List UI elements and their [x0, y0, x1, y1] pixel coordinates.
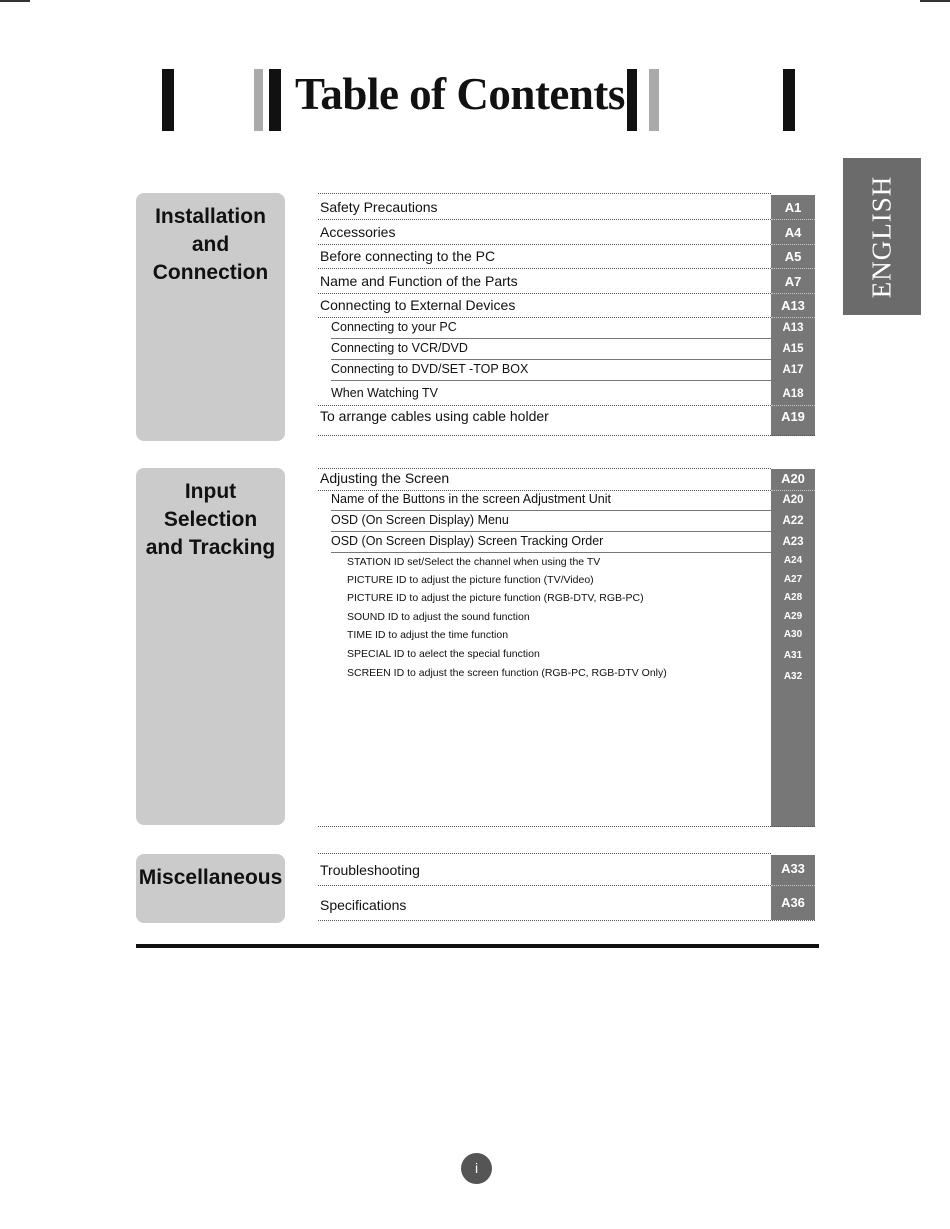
- crop-mark-right: [920, 0, 950, 2]
- title-bar-grey-left: [254, 69, 263, 131]
- toc-entry-title: STATION ID set/Select the channel when using the TV: [347, 556, 601, 568]
- toc-entry-page: A5: [784, 249, 802, 264]
- toc-entry-title: Connecting to DVD/SET -TOP BOX: [331, 362, 529, 376]
- toc-entry-page: A30: [783, 629, 803, 640]
- toc-entry-page: A19: [781, 409, 805, 424]
- toc-entry-page: A15: [782, 343, 804, 355]
- section-label-line: Connection: [152, 261, 269, 284]
- toc-subentry[interactable]: [318, 317, 815, 338]
- title-bar-outer-right: [783, 69, 795, 131]
- toc-entry-title: When Watching TV: [331, 386, 438, 400]
- toc-entry-page: A33: [781, 861, 805, 876]
- toc-subentry[interactable]: [318, 531, 815, 552]
- toc-entry-page: A29: [783, 611, 803, 622]
- toc-entry-page: A22: [782, 515, 804, 527]
- toc-entry-page: A20: [782, 494, 804, 506]
- section-label-input: [136, 468, 285, 562]
- toc-entry-title: Before connecting to the PC: [320, 248, 496, 264]
- toc-entry[interactable]: [318, 244, 815, 268]
- toc-entry-page: A7: [784, 274, 802, 289]
- toc-subentry[interactable]: [318, 664, 815, 683]
- title-bar-grey-right: [649, 69, 659, 131]
- toc-subentry[interactable]: [318, 359, 815, 380]
- toc-entry-title: OSD (On Screen Display) Menu: [331, 513, 509, 527]
- toc-subentry[interactable]: [318, 608, 815, 627]
- section-label-box-misc: [136, 854, 285, 923]
- toc-entry[interactable]: [318, 268, 815, 293]
- crop-mark-left: [0, 0, 30, 2]
- section-label-misc: [136, 854, 285, 892]
- toc-entry-title: SOUND ID to adjust the sound function: [347, 611, 530, 623]
- toc-entry-page: A13: [782, 322, 804, 334]
- toc-entry-title: OSD (On Screen Display) Screen Tracking Order: [331, 534, 604, 548]
- toc-entry-page: A13: [781, 298, 805, 313]
- toc-entry-title: Accessories: [320, 224, 396, 240]
- toc-subentry[interactable]: [318, 645, 815, 664]
- toc-entry-title: PICTURE ID to adjust the picture function (RGB-DTV, RGB-PC): [347, 592, 644, 604]
- toc-entry-title: Name of the Buttons in the screen Adjustment Unit: [331, 492, 612, 506]
- title-bar-outer-left: [162, 69, 174, 131]
- section-label-installation: [136, 193, 285, 287]
- section-label-line: and Tracking: [145, 536, 276, 559]
- toc-entry-title: SPECIAL ID to aelect the special function: [347, 648, 540, 660]
- section-label-line: Selection: [163, 508, 258, 531]
- toc-entry-title: Name and Function of the Parts: [320, 273, 518, 289]
- divider: [318, 435, 815, 436]
- toc-entry-title: To arrange cables using cable holder: [320, 408, 549, 424]
- toc-entry-page: A24: [783, 555, 803, 566]
- toc-entry-title: Safety Precautions: [320, 199, 438, 215]
- toc-subentry[interactable]: [318, 552, 815, 572]
- title-bar-inner-right: [627, 69, 637, 131]
- section-label-box-input: [136, 468, 285, 825]
- toc-entry-page: A1: [784, 200, 802, 215]
- toc-subentry[interactable]: [318, 510, 815, 531]
- page-title: Table of Contents: [295, 69, 625, 119]
- toc-entry[interactable]: [318, 468, 815, 490]
- toc-entry-page: A32: [783, 671, 803, 682]
- toc-entry-page: A17: [782, 364, 804, 376]
- toc-entry[interactable]: [318, 293, 815, 317]
- page-number: i: [461, 1153, 492, 1184]
- toc-entry-title: PICTURE ID to adjust the picture function (TV/Video): [347, 574, 594, 586]
- toc-entry[interactable]: [318, 400, 815, 428]
- toc-entry-title: Adjusting the Screen: [320, 470, 450, 486]
- toc-entry[interactable]: [318, 853, 815, 885]
- toc-subentry[interactable]: [318, 572, 815, 590]
- section-label-line: Input: [184, 480, 237, 503]
- section-label-line: Miscellaneous: [138, 866, 283, 889]
- language-tab: [843, 158, 921, 315]
- language-tab-label: ENGLISH: [866, 175, 897, 298]
- toc-entry-page: A20: [781, 471, 805, 486]
- toc-entry-title: Connecting to your PC: [331, 320, 457, 334]
- toc-entry-title: Connecting to External Devices: [320, 297, 516, 313]
- toc-entry-page: A18: [782, 388, 804, 400]
- toc-entry-page: A31: [783, 650, 803, 661]
- toc-entry-title: Connecting to VCR/DVD: [331, 341, 468, 355]
- section-label-line: and: [191, 233, 230, 256]
- toc-entry[interactable]: [318, 193, 815, 219]
- toc-entry-page: A28: [783, 592, 803, 603]
- toc-entry-page: A4: [784, 225, 802, 240]
- toc-subentry[interactable]: [318, 338, 815, 359]
- toc-subentry[interactable]: [318, 627, 815, 645]
- toc-entry-title: SCREEN ID to adjust the screen function (RGB-PC, RGB-DTV Only): [347, 667, 667, 679]
- toc-subentry[interactable]: [318, 490, 815, 510]
- section-label-line: Installation: [155, 205, 266, 228]
- toc-entry-title: TIME ID to adjust the time function: [347, 629, 509, 641]
- toc-entry[interactable]: [318, 885, 815, 920]
- toc-entry-page: A27: [783, 574, 803, 585]
- title-bar-inner-left: [269, 69, 281, 131]
- toc-entry-title: Specifications: [320, 897, 407, 913]
- toc-entry[interactable]: [318, 219, 815, 244]
- divider: [318, 920, 815, 921]
- toc-entry-page: A23: [782, 536, 804, 548]
- toc-entry-page: A36: [781, 895, 805, 910]
- toc-subentry[interactable]: [318, 590, 815, 608]
- toc-entry-title: Troubleshooting: [320, 862, 420, 878]
- divider: [318, 826, 815, 827]
- bottom-rule: [136, 944, 819, 948]
- section-label-box-installation: [136, 193, 285, 441]
